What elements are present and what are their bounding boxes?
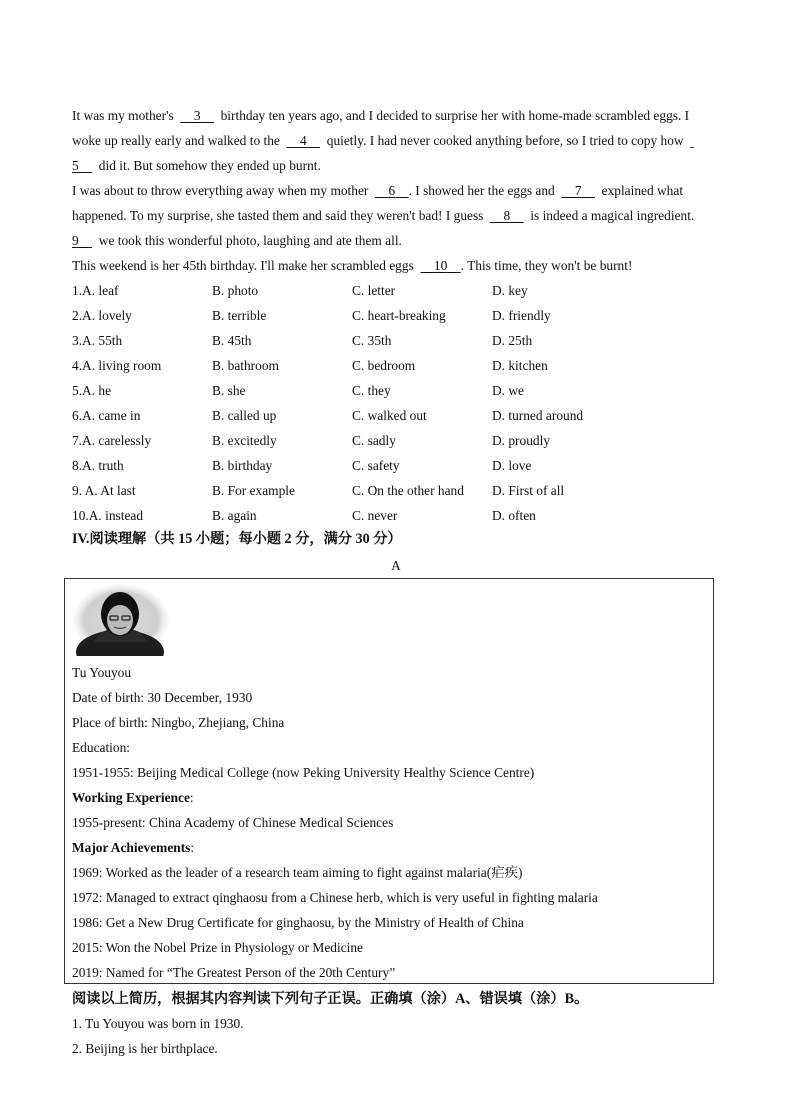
option-c: C. On the other hand [352, 483, 464, 498]
option-d: D. key [492, 283, 528, 298]
option-a: 5.A. he [72, 383, 112, 398]
passage-line-2: woke up really early and walked to the 4 quietly. I had never cooked anything before, so I tried to copy how [72, 133, 684, 148]
option-c: C. 35th [352, 333, 392, 348]
passage-line-6: 9 we took this wonderful photo, laughing and ate them all. [72, 233, 402, 248]
education-label: Education: [72, 740, 131, 755]
blank-3: 3 [193, 108, 201, 123]
option-d: D. proudly [492, 433, 551, 448]
option-c: C. they [352, 383, 391, 398]
option-c: C. letter [352, 283, 396, 298]
question-2: 2. Beijing is her birthplace. [72, 1041, 218, 1056]
portrait-photo [72, 584, 170, 656]
blank-10: 10 [433, 258, 448, 273]
passage-line-1: It was my mother's 3 birthday ten years ago, and I decided to surprise her with home-made scrambled eggs. I [72, 108, 690, 123]
option-b: B. again [212, 508, 257, 523]
option-b: B. called up [212, 408, 277, 423]
option-a: 9. A. At last [72, 483, 136, 498]
option-b: B. excitedly [212, 433, 277, 448]
profile-name: Tu Youyou [72, 665, 132, 680]
blank-9: 9 [72, 233, 79, 248]
option-row [72, 483, 732, 499]
achievement-item: 2015: Won the Nobel Prize in Physiology or Medicine [72, 940, 364, 955]
option-b: B. photo [212, 283, 259, 298]
option-a: 6.A. came in [72, 408, 141, 423]
option-row [72, 383, 732, 399]
option-d: D. turned around [492, 408, 584, 423]
achievement-item: 1969: Worked as the leader of a research team aiming to fight against malaria(疟疾) [72, 865, 523, 880]
profile-dob: Date of birth: 30 December, 1930 [72, 690, 253, 705]
option-d: D. First of all [492, 483, 565, 498]
option-a: 3.A. 55th [72, 333, 123, 348]
blank-5: 5 [72, 158, 79, 173]
passage-line-4: I was about to throw everything away when my mother 6 . I showed her the eggs and 7 explained what [72, 183, 684, 198]
option-d: D. kitchen [492, 358, 548, 373]
option-a: 10.A. instead [72, 508, 144, 523]
blank-6: 6 [388, 183, 396, 198]
option-row [72, 308, 732, 324]
option-row [72, 433, 732, 449]
option-row [72, 333, 732, 349]
option-d: D. love [492, 458, 532, 473]
option-a: 4.A. living room [72, 358, 162, 373]
option-c: C. heart-breaking [352, 308, 446, 323]
option-a: 7.A. carelessly [72, 433, 152, 448]
option-c: C. walked out [352, 408, 427, 423]
option-d: D. often [492, 508, 536, 523]
option-row [72, 408, 732, 424]
option-row [72, 458, 732, 474]
instructions: 阅读以上简历，根据其内容判读下列句子正误。正确填（涂）A、错误填（涂）B。 [72, 991, 589, 1007]
option-row [72, 508, 732, 524]
option-row [72, 358, 732, 374]
option-b: B. terrible [212, 308, 267, 323]
option-b: B. 45th [212, 333, 252, 348]
question-1: 1. Tu Youyou was born in 1930. [72, 1016, 244, 1031]
option-b: B. birthday [212, 458, 273, 473]
option-a: 2.A. lovely [72, 308, 132, 323]
achievements-heading: Major Achievements: [72, 840, 195, 855]
option-c: C. never [352, 508, 398, 523]
passage-line-3: 5 did it. But somehow they ended up burnt. [72, 158, 321, 173]
blank-4: 4 [299, 133, 307, 148]
achievement-item: 2019: Named for “The Greatest Person of the 20th Century” [72, 965, 396, 980]
blank-7: 7 [574, 183, 582, 198]
achievement-item: 1972: Managed to extract qinghaosu from a Chinese herb, which is very useful in fighting malaria [72, 890, 598, 905]
passage-line-5: happened. To my surprise, she tasted them and said they weren't bad! I guess 8 is indeed a magical ingredient. [72, 208, 695, 223]
section-title: IV.阅读理解（共 15 小题；每小题 2 分，满分 30 分） [72, 531, 402, 547]
option-a: 8.A. truth [72, 458, 124, 473]
achievement-item: 1986: Get a New Drug Certificate for ginghaosu, by the Ministry of Health of China [72, 915, 524, 930]
option-b: B. bathroom [212, 358, 279, 373]
option-c: C. sadly [352, 433, 396, 448]
education-entry: 1951-1955: Beijing Medical College (now Peking University Healthy Science Centre) [72, 765, 535, 780]
option-d: D. 25th [492, 333, 533, 348]
option-row [72, 283, 732, 299]
option-b: B. For example [212, 483, 295, 498]
option-c: C. safety [352, 458, 400, 473]
work-entry: 1955-present: China Academy of Chinese Medical Sciences [72, 815, 394, 830]
option-b: B. she [212, 383, 246, 398]
option-a: 1.A. leaf [72, 283, 119, 298]
work-heading: Working Experience: [72, 790, 194, 805]
blank-8: 8 [503, 208, 511, 223]
passage-label: A [391, 558, 401, 573]
option-d: D. we [492, 383, 524, 398]
passage-line-7: This weekend is her 45th birthday. I'll make her scrambled eggs 10 . This time, they won't be burnt! [72, 258, 633, 273]
option-d: D. friendly [492, 308, 551, 323]
profile-place: Place of birth: Ningbo, Zhejiang, China [72, 715, 285, 730]
option-c: C. bedroom [352, 358, 416, 373]
